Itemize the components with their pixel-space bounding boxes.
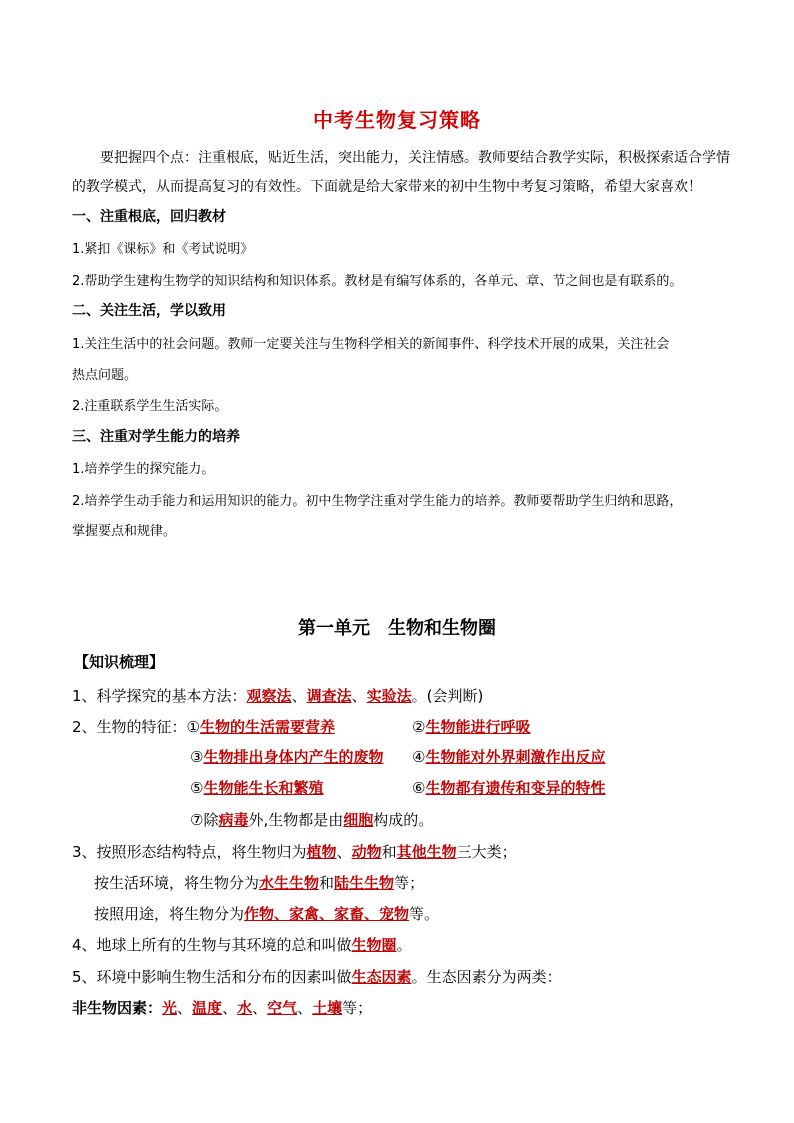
- keyword: 生物能进行呼吸: [425, 718, 531, 736]
- item-2-1b: 热点问题。: [72, 368, 138, 383]
- heading-2: 二、关注生活，学以致用: [72, 303, 226, 319]
- keyword: 动物: [351, 843, 382, 861]
- keyword: 调查法: [306, 687, 352, 705]
- keyword: 生物能对外界刺激作出反应: [425, 748, 606, 766]
- keyword: 植物: [306, 843, 337, 861]
- keyword: 水生生物: [259, 874, 320, 892]
- keyword: 温度: [192, 999, 223, 1017]
- keyword: 生态因素: [351, 968, 412, 986]
- item-3-2a: 2.培养学生动手能力和运用知识的能力。初中生物学注重对学生能力的培养。教师要帮助学生归纳和思路，: [72, 494, 683, 509]
- keyword: 病毒: [218, 811, 249, 829]
- point-2-row2: ③生物排出身体内产生的废物 ④生物能对外界刺激作出反应: [190, 748, 606, 766]
- keyword: 陆生生物: [334, 874, 395, 892]
- heading-1: 一、注重根底，回归教材: [72, 209, 226, 225]
- point-1: 1、科学探究的基本方法：观察法、调查法、实验法。(会判断): [72, 687, 484, 705]
- keyword: 实验法: [366, 687, 412, 705]
- point-3-row3: 按照用途，将生物分为作物、家禽、家畜、宠物等。: [94, 905, 440, 923]
- section-heading: 【知识梳理】: [74, 653, 165, 671]
- keyword: 水: [237, 999, 253, 1017]
- keyword: 其他生物: [396, 843, 457, 861]
- keyword: 作物、家禽、家畜、宠物: [244, 905, 410, 923]
- keyword: 细胞: [343, 811, 374, 829]
- point-3-row2: 按生活环境，将生物分为水生生物和陆生生物等；: [94, 874, 425, 892]
- item-2-2: 2.注重联系学生生活实际。: [72, 399, 228, 414]
- item-3-1: 1.培养学生的探究能力。: [72, 462, 215, 477]
- keyword: 生物圈: [351, 936, 397, 954]
- keyword: 生物都有遗传和变异的特性: [425, 779, 606, 797]
- keyword: 生物的生活需要营养: [200, 718, 336, 736]
- item-3-2b: 掌握要点和规律。: [72, 524, 177, 539]
- point-3: 3、按照形态结构特点，将生物归为植物、动物和其他生物三大类；: [72, 843, 517, 861]
- keyword: 光: [162, 999, 178, 1017]
- keyword: 土壤: [312, 999, 343, 1017]
- point-2-row4: ⑦除病毒外,生物都是由细胞构成的。: [190, 811, 434, 829]
- keyword: 空气: [267, 999, 298, 1017]
- point-4: 4、地球上所有的生物与其环境的总和叫做生物圈。: [72, 936, 412, 954]
- heading-3: 三、注重对学生能力的培养: [72, 429, 240, 445]
- item-1-1: 1.紧扣《课标》和《考试说明》: [72, 242, 254, 257]
- intro-paragraph: 要把握四个点：注重根底，贴近生活，突出能力，关注情感。教师要结合教学实际，积极探索适合学情的教学模式，从而提高复习的有效性。下面就是给大家带来的初中生物中考复习策略，希望大家喜欢！: [72, 150, 730, 195]
- item-2-1a: 1.关注生活中的社会问题。教师一定要关注与生物科学相关的新闻事件、科学技术开展的成果，关注社会: [72, 337, 670, 352]
- point-2: 2、生物的特征：①生物的生活需要营养 ②生物能进行呼吸: [72, 718, 531, 736]
- point-2-row3: ⑤生物能生长和繁殖 ⑥生物都有遗传和变异的特性: [190, 779, 606, 797]
- unit-title: 第一单元 生物和生物圈: [298, 618, 496, 639]
- keyword: 观察法: [246, 687, 292, 705]
- point-5: 5、环境中影响生物生活和分布的因素叫做生态因素。生态因素分为两类：: [72, 968, 562, 986]
- keyword: 生物能生长和繁殖: [203, 779, 324, 797]
- page-title: 中考生物复习策略: [313, 108, 481, 132]
- item-1-2: 2.帮助学生建构生物学的知识结构和知识体系。教材是有编写体系的，各单元、章、节之间也是有联系的。: [72, 274, 683, 289]
- keyword: 生物排出身体内产生的废物: [203, 748, 384, 766]
- point-6: 非生物因素：光、温度、水、空气、土壤等；: [72, 999, 373, 1017]
